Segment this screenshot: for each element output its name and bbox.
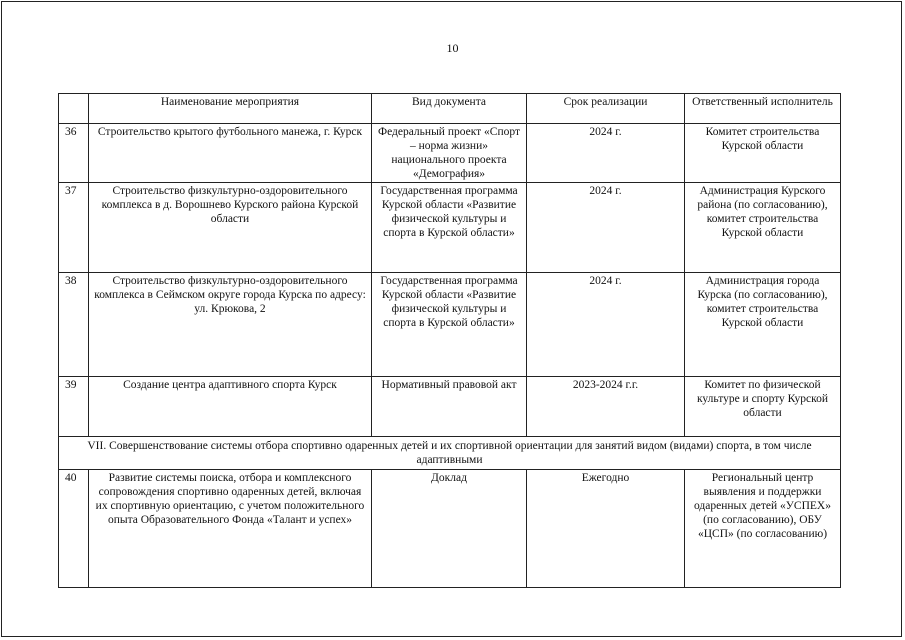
page-number: 10 <box>446 41 459 55</box>
responsible: Комитет строительства Курской области <box>685 124 841 183</box>
term: 2024 г. <box>527 183 685 273</box>
table-row <box>59 183 841 273</box>
table-row <box>59 377 841 437</box>
term: 2024 г. <box>527 273 685 377</box>
events-table <box>58 93 841 588</box>
event-name: Создание центра адаптивного спорта Курск <box>89 377 372 437</box>
event-name: Строительство физкультурно-оздоровительного комплекса в д. Ворошнево Курского района Курской области <box>89 183 372 273</box>
row-number: 39 <box>59 377 89 437</box>
section-heading: VII. Совершенствование системы отбора спортивно одаренных детей и их спортивной ориентации для занятий видом (видами) спорта, в том числе адаптивными <box>59 437 841 470</box>
event-name: Строительство крытого футбольного манежа, г. Курск <box>89 124 372 183</box>
row-number: 36 <box>59 124 89 183</box>
term: 2023-2024 г.г. <box>527 377 685 437</box>
event-name: Развитие системы поиска, отбора и комплексного сопровождения спортивно одаренных детей, включая их спортивную ориентацию, с учетом положительного опыта Образовательного Фонда «Талант и успех» <box>89 470 372 588</box>
table-row <box>59 470 841 588</box>
row-number: 40 <box>59 470 89 588</box>
event-name: Строительство физкультурно-оздоровительного комплекса в Сеймском округе города Курска по адресу: ул. Крюкова, 2 <box>89 273 372 377</box>
table-header-row <box>59 94 841 124</box>
term: Ежегодно <box>527 470 685 588</box>
document-type: Нормативный правовой акт <box>372 377 527 437</box>
header-event-name: Наименование мероприятия <box>89 94 372 124</box>
document-type: Государственная программа Курской области «Развитие физической культуры и спорта в Курской области» <box>372 273 527 377</box>
row-number: 38 <box>59 273 89 377</box>
responsible: Администрация города Курска (по согласованию), комитет строительства Курской области <box>685 273 841 377</box>
document-type: Государственная программа Курской области «Развитие физической культуры и спорта в Курской области» <box>372 183 527 273</box>
header-responsible: Ответственный исполнитель <box>685 94 841 124</box>
header-num <box>59 94 89 124</box>
table-row <box>59 124 841 183</box>
table-row <box>59 273 841 377</box>
section-row <box>59 437 841 470</box>
term: 2024 г. <box>527 124 685 183</box>
header-document-type: Вид документа <box>372 94 527 124</box>
responsible: Комитет по физической культуре и спорту Курской области <box>685 377 841 437</box>
responsible: Администрация Курского района (по согласованию), комитет строительства Курской области <box>685 183 841 273</box>
document-type: Доклад <box>372 470 527 588</box>
header-term: Срок реализации <box>527 94 685 124</box>
responsible: Региональный центр выявления и поддержки одаренных детей «УСПЕХ» (по согласованию), ОБУ «ЦСП» (по согласованию) <box>685 470 841 588</box>
document-type: Федеральный проект «Спорт – норма жизни» национального проекта «Демография» <box>372 124 527 183</box>
row-number: 37 <box>59 183 89 273</box>
